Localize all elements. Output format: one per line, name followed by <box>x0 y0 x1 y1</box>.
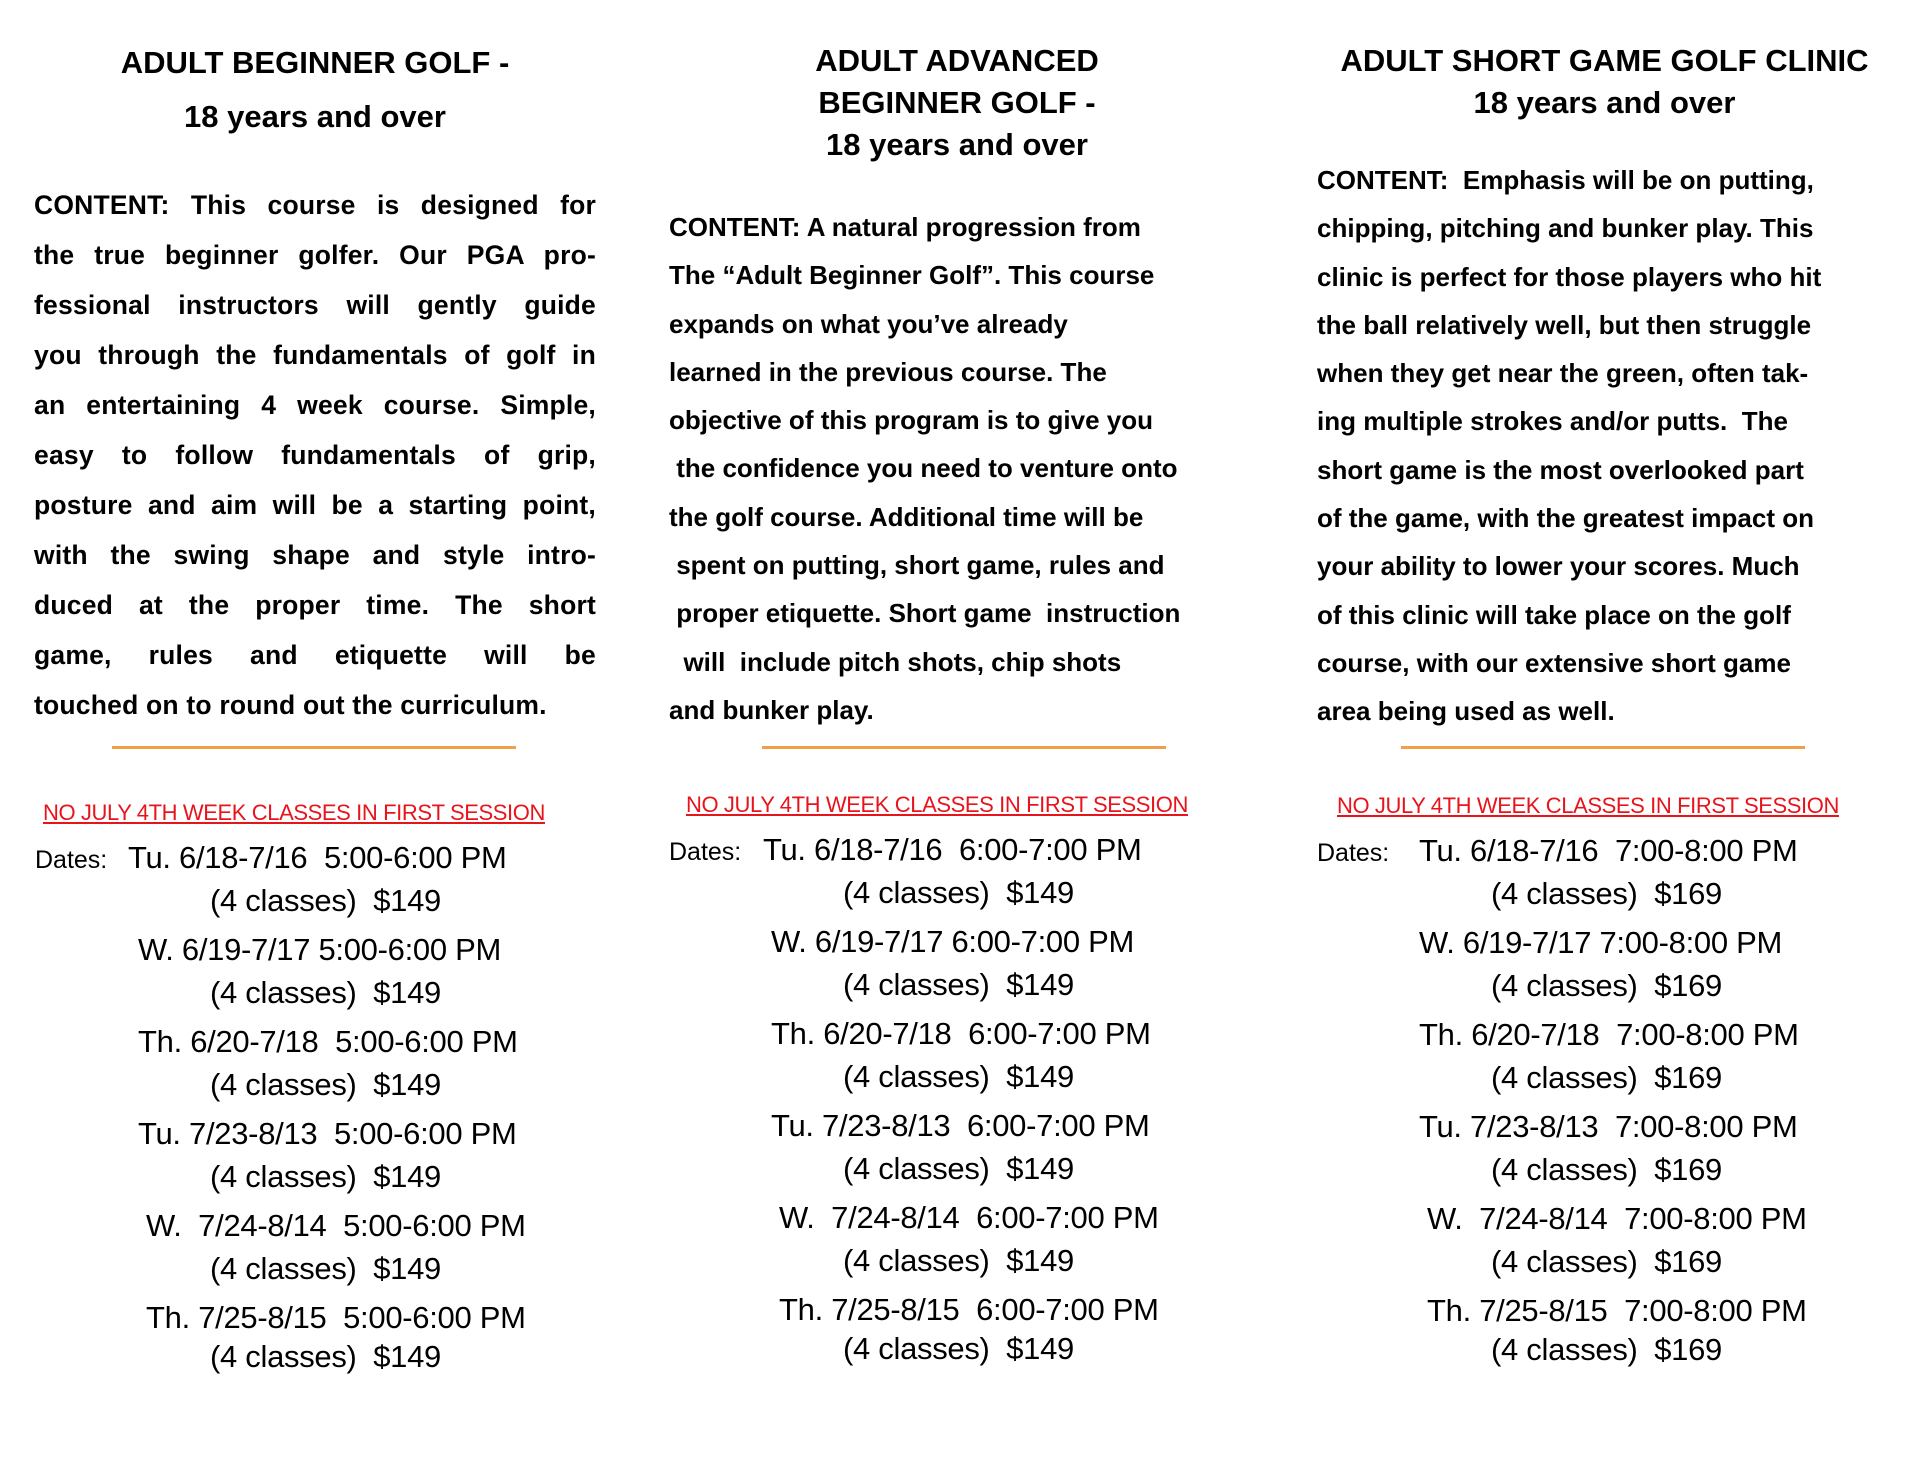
description-line: an entertaining 4 week course. Simple, <box>34 390 596 420</box>
divider-rule <box>762 746 1166 749</box>
description-line: easy to follow fundamentals of grip, <box>34 440 596 470</box>
session-dates: Th. 6/20-7/18 7:00-8:00 PM <box>1419 1017 1799 1052</box>
session-price: (4 classes) $149 <box>843 1151 1074 1186</box>
course-title <box>1317 40 1892 124</box>
title-line: BEGINNER GOLF - <box>818 85 1096 120</box>
course-title <box>669 40 1245 166</box>
title-line: ADULT BEGINNER GOLF - <box>120 45 510 80</box>
july-4th-notice: NO JULY 4TH WEEK CLASSES IN FIRST SESSION <box>1337 793 1839 818</box>
session-dates: W. 6/19-7/17 7:00-8:00 PM <box>1419 925 1782 960</box>
description-line: learned in the previous course. The <box>669 356 1107 387</box>
description-line: proper etiquette. Short game instruction <box>669 598 1181 629</box>
session-price: (4 classes) $149 <box>210 883 441 918</box>
session-dates: W. 7/24-8/14 7:00-8:00 PM <box>1427 1201 1807 1236</box>
description-line: your ability to lower your scores. Much <box>1317 551 1800 582</box>
session-price: (4 classes) $149 <box>843 1059 1074 1094</box>
title-line: ADULT SHORT GAME GOLF CLINIC <box>1340 43 1869 78</box>
session-dates: W. 6/19-7/17 5:00-6:00 PM <box>138 932 501 967</box>
session-dates: W. 7/24-8/14 5:00-6:00 PM <box>146 1208 526 1243</box>
session-price: (4 classes) $169 <box>1491 1152 1722 1187</box>
description-line: expands on what you’ve already <box>669 308 1068 339</box>
title-line: 18 years and over <box>184 99 446 134</box>
description-line: The “Adult Beginner Golf”. This course <box>669 260 1155 291</box>
session-price: (4 classes) $169 <box>1491 876 1722 911</box>
session-dates: W. 6/19-7/17 6:00-7:00 PM <box>771 924 1134 959</box>
description-line: game, rules and etiquette will be <box>34 640 596 670</box>
description-line: with the swing shape and style intro- <box>34 540 596 570</box>
description-line: of this clinic will take place on the golf <box>1317 599 1791 630</box>
course-description <box>669 203 1269 734</box>
session-dates: Th. 7/25-8/15 5:00-6:00 PM <box>146 1300 526 1335</box>
session-price: (4 classes) $149 <box>843 875 1074 910</box>
description-line: will include pitch shots, chip shots <box>669 646 1122 677</box>
session-price: (4 classes) $149 <box>843 967 1074 1002</box>
session-price: (4 classes) $149 <box>210 975 441 1010</box>
description-line: fessional instructors will gently guide <box>34 290 596 320</box>
description-line: course, with our extensive short game <box>1317 647 1791 678</box>
divider-rule <box>1401 746 1805 749</box>
session-price: (4 classes) $149 <box>210 1067 441 1102</box>
session-price: (4 classes) $169 <box>1491 1332 1722 1367</box>
session-dates: Th. 7/25-8/15 7:00-8:00 PM <box>1427 1293 1807 1328</box>
description-line: area being used as well. <box>1317 696 1615 727</box>
july-4th-notice: NO JULY 4TH WEEK CLASSES IN FIRST SESSION <box>686 792 1188 817</box>
description-line: posture and aim will be a starting point, <box>34 490 596 520</box>
session-price: (4 classes) $169 <box>1491 1244 1722 1279</box>
title-line: 18 years and over <box>1473 85 1736 120</box>
session-price: (4 classes) $149 <box>210 1251 441 1286</box>
description-line: CONTENT: Emphasis will be on putting, <box>1317 165 1814 195</box>
session-price: (4 classes) $169 <box>1491 1060 1722 1095</box>
session-price: (4 classes) $149 <box>210 1339 441 1374</box>
description-line: CONTENT: A natural progression from <box>669 212 1141 242</box>
title-line: ADULT ADVANCED <box>815 43 1099 78</box>
dates-label: Dates: <box>669 838 742 866</box>
divider-rule <box>112 746 516 749</box>
session-dates: Tu. 6/18-7/16 7:00-8:00 PM <box>1419 833 1798 868</box>
course-description <box>1317 156 1892 736</box>
description-line: ing multiple strokes and/or putts. The <box>1317 406 1788 437</box>
session-dates: Tu. 6/18-7/16 5:00-6:00 PM <box>128 840 507 875</box>
dates-label: Dates: <box>1317 839 1390 867</box>
session-dates: Tu. 6/18-7/16 6:00-7:00 PM <box>763 832 1142 867</box>
session-dates: Th. 6/20-7/18 5:00-6:00 PM <box>138 1024 518 1059</box>
description-line: of the game, with the greatest impact on <box>1317 503 1814 534</box>
july-4th-notice: NO JULY 4TH WEEK CLASSES IN FIRST SESSION <box>43 800 545 825</box>
session-price: (4 classes) $169 <box>1491 968 1722 1003</box>
description-line: CONTENT: This course is designed for <box>34 190 596 220</box>
description-line: duced at the proper time. The short <box>34 590 596 620</box>
description-line: touched on to round out the curriculum. <box>34 690 547 720</box>
title-line: 18 years and over <box>826 127 1088 162</box>
session-dates: W. 7/24-8/14 6:00-7:00 PM <box>779 1200 1159 1235</box>
session-price: (4 classes) $149 <box>843 1243 1074 1278</box>
description-line: the true beginner golfer. Our PGA pro- <box>34 240 596 270</box>
description-line: you through the fundamentals of golf in <box>34 340 596 370</box>
course-description <box>34 180 596 730</box>
session-price: (4 classes) $149 <box>843 1331 1074 1366</box>
description-line: chipping, pitching and bunker play. This <box>1317 213 1814 244</box>
session-dates: Th. 7/25-8/15 6:00-7:00 PM <box>779 1292 1159 1327</box>
dates-label: Dates: <box>35 846 108 874</box>
session-dates: Th. 6/20-7/18 6:00-7:00 PM <box>771 1016 1151 1051</box>
session-price: (4 classes) $149 <box>210 1159 441 1194</box>
session-dates: Tu. 7/23-8/13 5:00-6:00 PM <box>138 1116 517 1151</box>
description-line: and bunker play. <box>669 694 874 725</box>
description-line: the ball relatively well, but then struggle <box>1317 309 1812 340</box>
course-title <box>34 40 596 140</box>
description-line: spent on putting, short game, rules and <box>669 550 1165 581</box>
description-line: the confidence you need to venture onto <box>669 453 1178 484</box>
description-line: when they get near the green, often tak- <box>1317 358 1809 389</box>
description-line: short game is the most overlooked part <box>1317 454 1804 485</box>
session-dates: Tu. 7/23-8/13 6:00-7:00 PM <box>771 1108 1150 1143</box>
description-line: objective of this program is to give you <box>669 405 1153 436</box>
session-dates: Tu. 7/23-8/13 7:00-8:00 PM <box>1419 1109 1798 1144</box>
description-line: clinic is perfect for those players who hit <box>1317 261 1822 292</box>
description-line: the golf course. Additional time will be <box>669 501 1144 532</box>
